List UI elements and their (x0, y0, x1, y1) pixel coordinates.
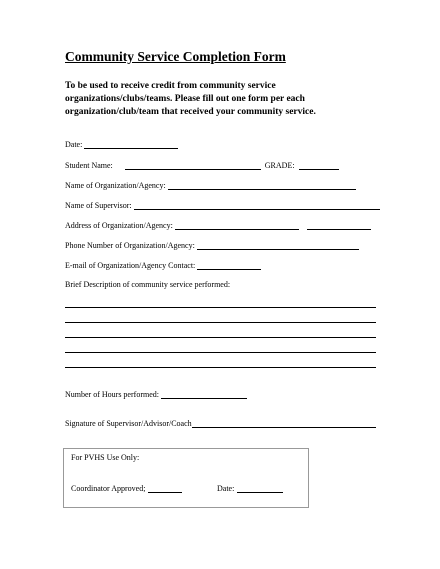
description-line[interactable] (65, 337, 376, 338)
email-field[interactable] (197, 260, 261, 270)
description-row (65, 280, 230, 289)
date-field[interactable] (84, 139, 178, 149)
phone-row (65, 240, 359, 250)
student-name-label: Student Name: (65, 161, 113, 170)
address-field[interactable] (175, 220, 299, 230)
form-title: Community Service Completion Form (65, 49, 286, 64)
office-date-row (217, 483, 283, 493)
office-use-box (63, 448, 309, 508)
student-name-field[interactable] (125, 160, 261, 170)
student-row (65, 160, 339, 170)
signature-field[interactable] (192, 418, 376, 428)
supervisor-field[interactable] (134, 200, 380, 210)
organization-name-field[interactable] (168, 180, 356, 190)
office-use-heading: For PVHS Use Only: (71, 453, 140, 462)
description-line[interactable] (65, 322, 376, 323)
description-line[interactable] (65, 307, 376, 308)
phone-field[interactable] (197, 240, 359, 250)
coordinator-approved-field[interactable] (148, 483, 182, 493)
description-line[interactable] (65, 352, 376, 353)
address-label: Address of Organization/Agency: (65, 221, 173, 230)
phone-label: Phone Number of Organization/Agency: (65, 241, 195, 250)
organization-name-label: Name of Organization/Agency: (65, 181, 166, 190)
email-label: E-mail of Organization/Agency Contact: (65, 261, 196, 270)
grade-label: GRADE: (264, 161, 295, 170)
coordinator-approved-label: Coordinator Approved; (71, 484, 146, 493)
hours-field[interactable] (161, 389, 247, 399)
description-label: Brief Description of community service performed: (65, 280, 231, 289)
signature-row (65, 418, 376, 428)
coordinator-approved-row (71, 483, 182, 493)
hours-label: Number of Hours performed: (65, 390, 159, 399)
organization-row (65, 180, 356, 190)
hours-row (65, 389, 247, 399)
office-date-field[interactable] (237, 483, 283, 493)
address-row (65, 220, 371, 230)
description-line[interactable] (65, 367, 376, 368)
address-field-2[interactable] (307, 220, 371, 230)
supervisor-label: Name of Supervisor: (65, 201, 132, 210)
date-row (65, 139, 178, 149)
form-instructions: To be used to receive credit from community service organizations/clubs/teams. Please fill out one form per each organization/club/team that received your community service. (65, 81, 316, 117)
date-label: Date: (65, 140, 83, 149)
office-date-label: Date: (217, 484, 235, 493)
grade-field[interactable] (299, 160, 339, 170)
email-row (65, 260, 261, 270)
supervisor-row (65, 200, 380, 210)
signature-label: Signature of Supervisor/Advisor/Coach (65, 419, 192, 428)
